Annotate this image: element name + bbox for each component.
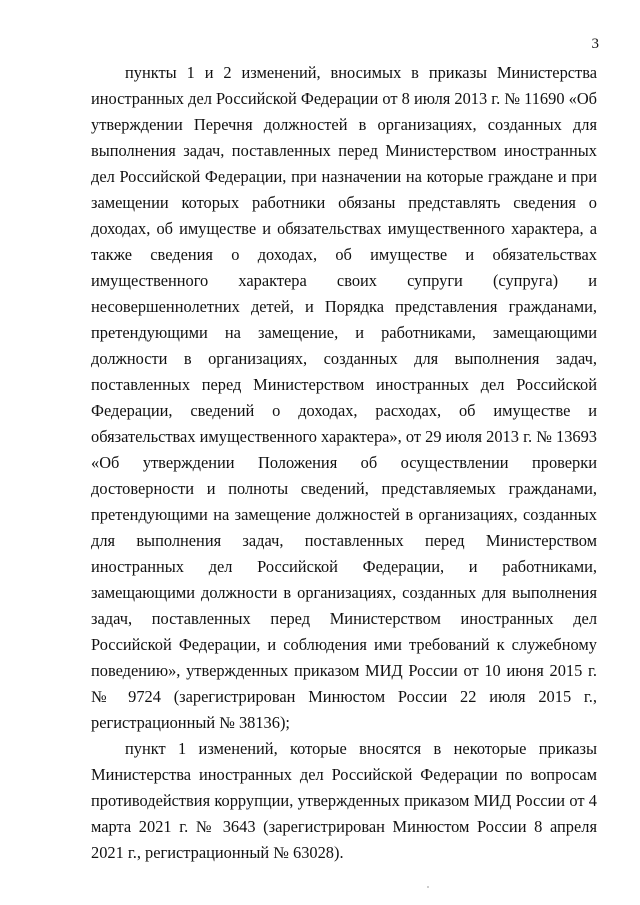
scan-speck [427, 886, 429, 888]
page-number: 3 [591, 36, 599, 52]
paragraph-2: пункт 1 изменений, которые вносятся в некоторые приказы Министерства иностранных дел Российской Федерации по вопросам противодействия коррупции, утвержденных приказом МИД России от 4 марта 2021 г. № 3643 (зарегистрирован Минюстом России 8 апреля 2021 г., регистрационный № 63028). [91, 739, 597, 862]
document-body [91, 60, 597, 866]
paragraph-1: пункты 1 и 2 изменений, вносимых в приказы Министерства иностранных дел Российской Федерации от 8 июля 2013 г. № 11690 «Об утверждении Перечня должностей в организациях, созданных для выполнения задач, поставленных перед Министерством иностранных дел Российской Федерации, при назначении на которые граждане и при замещении которых работники обязаны представлять сведения о доходах, об имуществе и обязательствах имущественного характера, а также сведения о доходах, об имуществе и обязательствах имущественного характера своих супруги (супруга) и несовершеннолетних детей, и Порядка представления гражданами, претендующими на замещение, и работниками, замещающими должности в организациях, созданных для выполнения задач, поставленных перед Министерством иностранных дел Российской Федерации, сведений о доходах, расходах, об имуществе и обязательствах имущественного характера», от 29 июля 2013 г. № 13693 «Об утверждении Положения об осуществлении проверки достоверности и полноты сведений, представляемых гражданами, претендующими на замещение должностей в организациях, созданных для выполнения задач, поставленных перед Министерством иностранных дел Российской Федерации, и работниками, замещающими должности в организациях, созданных для выполнения задач, поставленных перед Министерством иностранных дел Российской Федерации, и соблюдения ими требований к служебному поведению», утвержденных приказом МИД России от 10 июня 2015 г. № 9724 (зарегистрирован Минюстом России 22 июля 2015 г., регистрационный № 38136); [91, 63, 597, 732]
